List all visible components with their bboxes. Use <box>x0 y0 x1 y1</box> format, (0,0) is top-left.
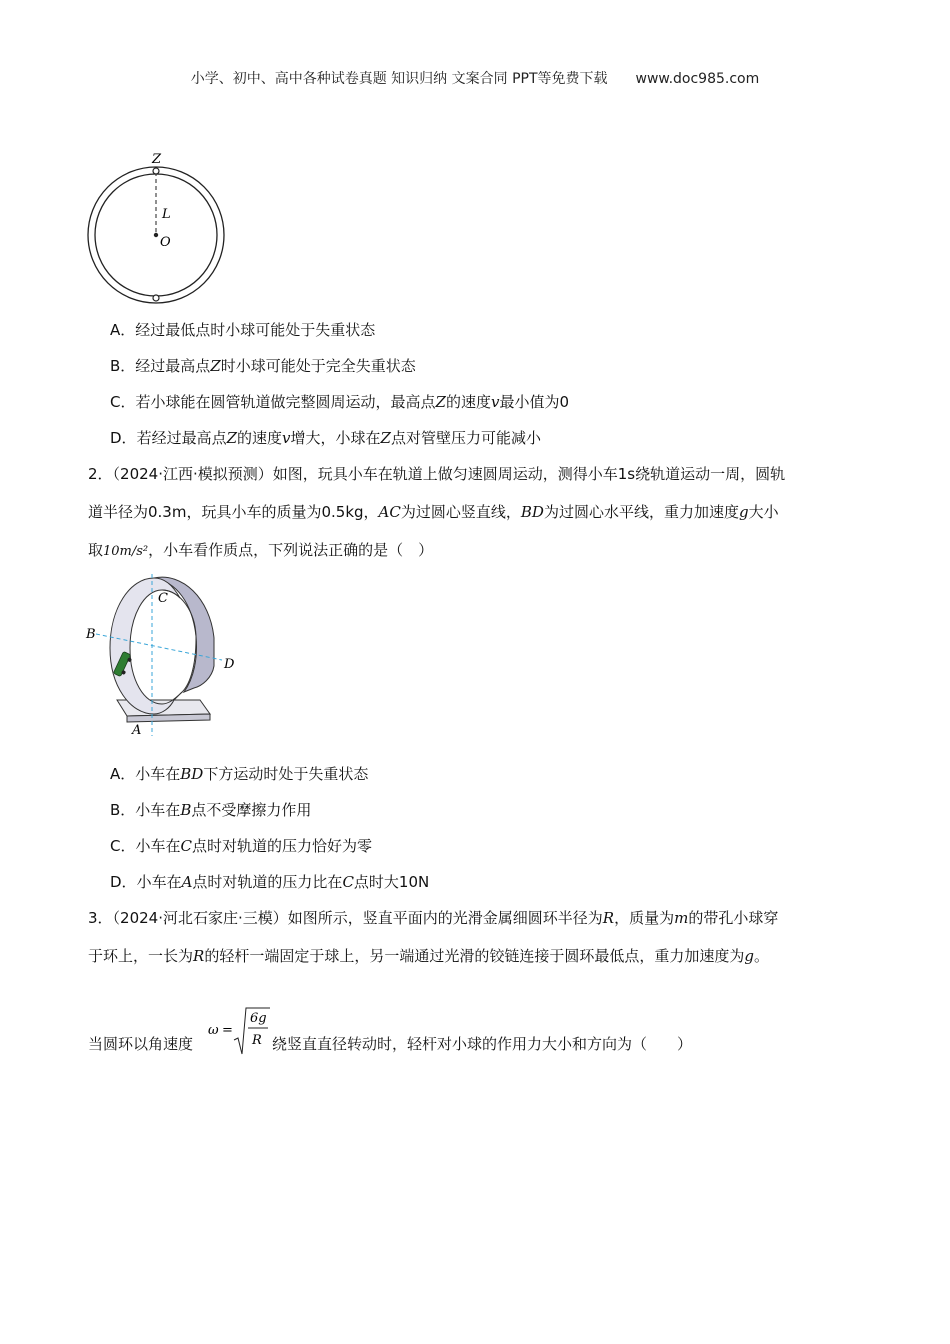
omega-formula <box>208 1006 272 1058</box>
header-site: www.doc985.com <box>635 71 760 87</box>
q2-stem-line2: 道半径为0.3m，玩具小车的质量为0.5kg，AC为过圆心竖直线，BD为过圆心水平线，重力加速度g大小 <box>88 503 779 521</box>
formula-equals: = <box>222 1023 233 1038</box>
formula-omega: ω <box>208 1023 219 1038</box>
label-l: L <box>162 207 171 222</box>
label-o: O <box>160 235 171 250</box>
label-c: C <box>158 591 168 606</box>
figure-circular-tube <box>82 150 228 306</box>
q2-option-c: C．小车在C点时对轨道的压力恰好为零 <box>110 837 372 855</box>
q2-option-d: D．小车在A点时对轨道的压力比在C点时大10N <box>110 873 430 891</box>
label-b: B <box>86 627 96 642</box>
q1-option-c: C．若小球能在圆管轨道做完整圆周运动，最高点Z的速度v最小值为0 <box>110 393 569 411</box>
label-z: Z <box>152 152 162 167</box>
figure-loop-track <box>82 568 247 740</box>
page-header <box>0 68 950 88</box>
q1-option-b: B．经过最高点Z时小球可能处于完全失重状态 <box>110 357 416 375</box>
formula-numerator: 6g <box>250 1011 267 1026</box>
q1-option-a: A．经过最低点时小球可能处于失重状态 <box>110 321 376 339</box>
label-d: D <box>224 657 235 672</box>
q3-stem-line3-after: 绕竖直直径转动时，轻杆对小球的作用力大小和方向为（ ） <box>272 1035 693 1053</box>
q2-stem-line3: 取10m/s²，小车看作质点，下列说法正确的是（ ） <box>88 541 434 559</box>
q2-option-b: B．小车在B点不受摩擦力作用 <box>110 801 312 819</box>
q2-stem-line1: 2．（2024·江西·模拟预测）如图，玩具小车在轨道上做匀速圆周运动，测得小车1s绕轨道运动一周，圆轨 <box>88 465 786 483</box>
q3-stem-line1: 3．（2024·河北石家庄·三模）如图所示，竖直平面内的光滑金属细圆环半径为R，质量为m的带孔小球穿 <box>88 909 779 927</box>
q3-stem-line2: 于环上，一长为R的轻杆一端固定于球上，另一端通过光滑的铰链连接于圆环最低点，重力加速度为g。 <box>88 947 769 965</box>
q2-option-a: A．小车在BD下方运动时处于失重状态 <box>110 765 369 783</box>
formula-denominator: R <box>252 1033 262 1048</box>
q1-option-d: D．若经过最高点Z的速度v增大，小球在Z点对管壁压力可能减小 <box>110 429 541 447</box>
q3-stem-line3-before: 当圆环以角速度 <box>88 1035 194 1053</box>
header-text: 小学、初中、高中各种试卷真题 知识归纳 文案合同 PPT等免费下载 <box>190 71 608 87</box>
label-a: A <box>132 723 142 738</box>
